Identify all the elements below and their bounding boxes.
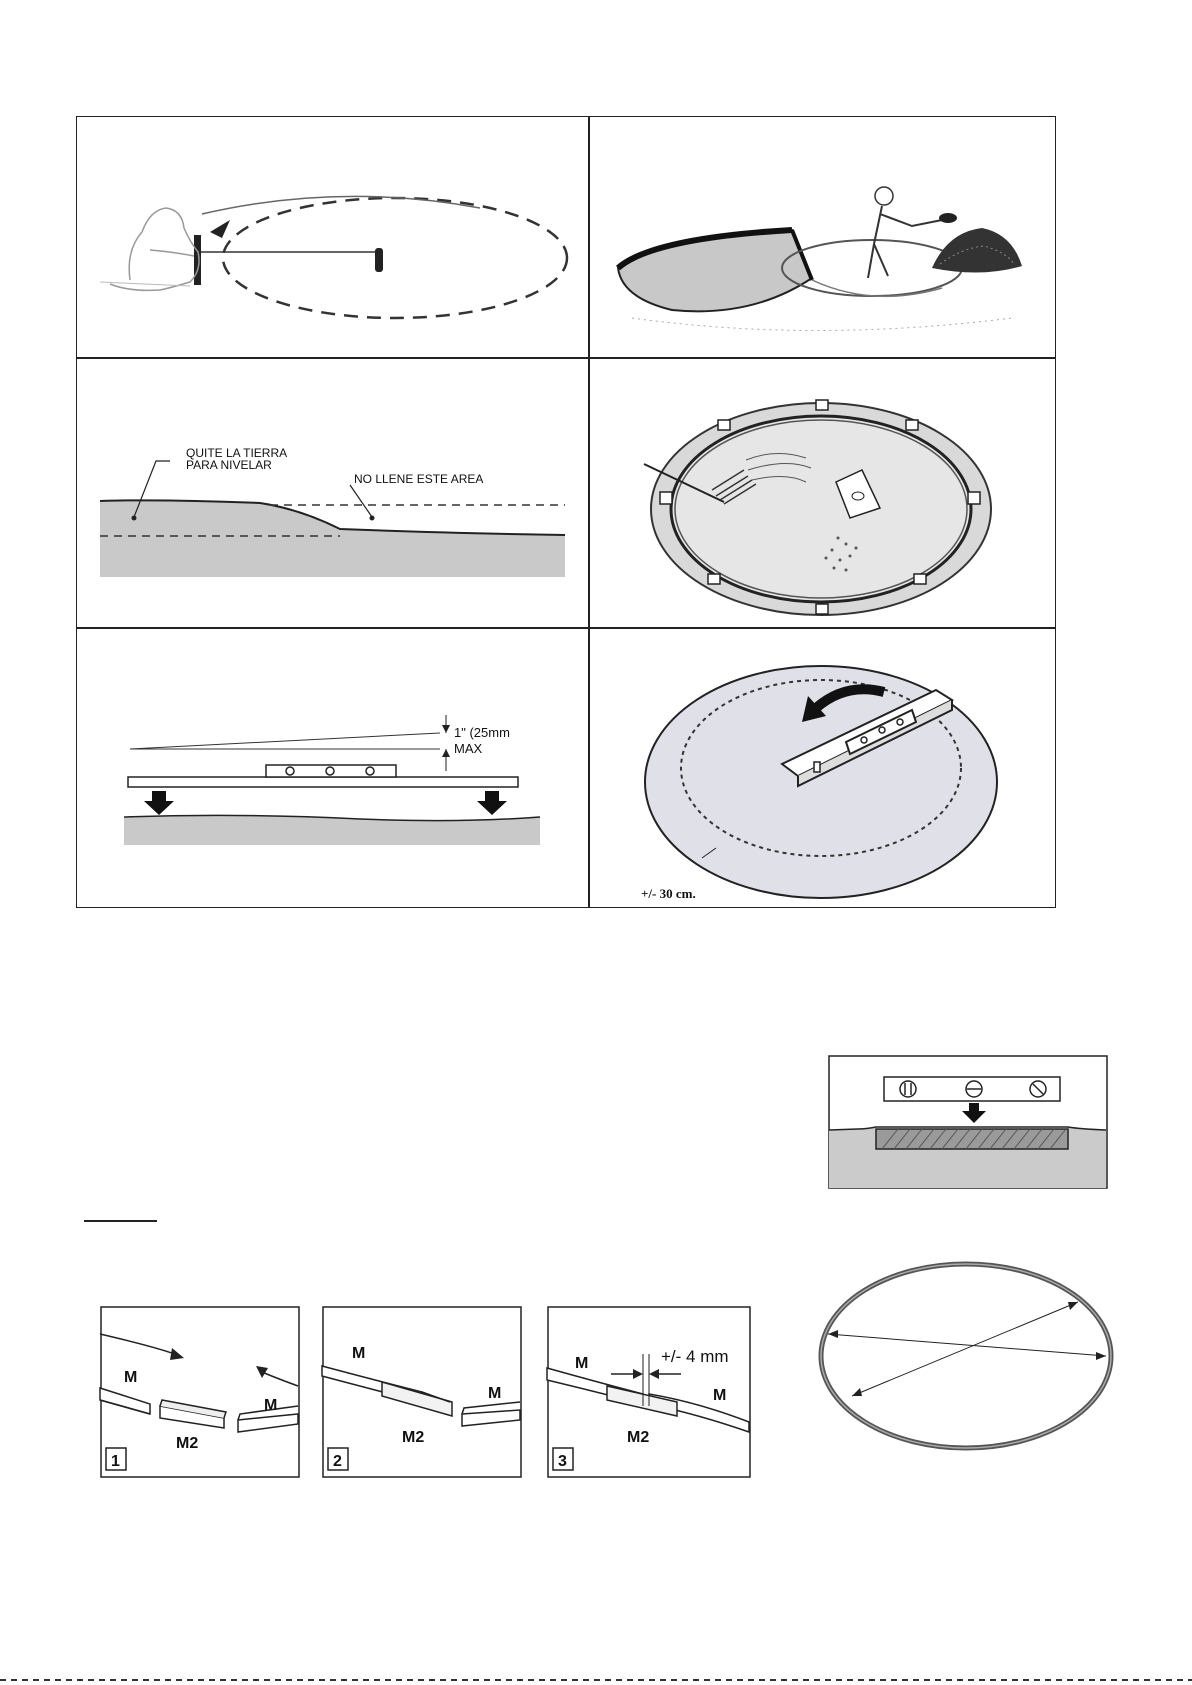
step3-number: 3: [558, 1453, 567, 1470]
panel-mark-circle: [90, 180, 570, 330]
ring-diagonals: [816, 1258, 1116, 1454]
panel-ground-profile: [100, 405, 570, 585]
rail-step-3: [547, 1306, 751, 1478]
label-tolerance-1: 1" (25mm: [454, 725, 510, 740]
step3-gap-label: +/- 4 mm: [661, 1347, 729, 1366]
label-do-not-fill: NO LLENE ESTE AREA: [354, 472, 484, 486]
section-underline: [84, 1220, 157, 1222]
step2-number: 2: [333, 1453, 342, 1470]
step2-m-right: M: [488, 1385, 502, 1402]
grid-divider-row2: [76, 627, 1056, 629]
label-level: PARA NIVELAR: [186, 458, 272, 472]
rail-step-1: [100, 1306, 300, 1478]
grid-divider-row1: [76, 357, 1056, 359]
label-remove-soil: QUITE LA TIERRA: [186, 446, 288, 460]
step3-m-left: M: [575, 1355, 589, 1372]
level-detail-box: [828, 1055, 1108, 1189]
step2-m-left: M: [352, 1345, 366, 1362]
panel-dig-area: [612, 168, 1032, 348]
page-bottom-border: [0, 1679, 1192, 1681]
step1-m-left: M: [124, 1369, 138, 1386]
step1-m-right: M: [264, 1397, 278, 1414]
step1-m-center: M2: [176, 1435, 199, 1452]
panel-level-plank: [120, 705, 570, 850]
step2-m-center: M2: [402, 1429, 425, 1446]
label-tolerance-2: MAX: [454, 741, 483, 756]
grid-divider-vertical: [588, 116, 590, 908]
label-radius: +/- 30 cm.: [641, 886, 696, 901]
step3-m-right: M: [713, 1387, 727, 1404]
step3-m-center: M2: [627, 1429, 650, 1446]
step1-number: 1: [111, 1453, 120, 1470]
rail-step-2: [322, 1306, 522, 1478]
panel-rake-frame: [636, 398, 996, 620]
panel-level-rotate: [636, 652, 1016, 904]
